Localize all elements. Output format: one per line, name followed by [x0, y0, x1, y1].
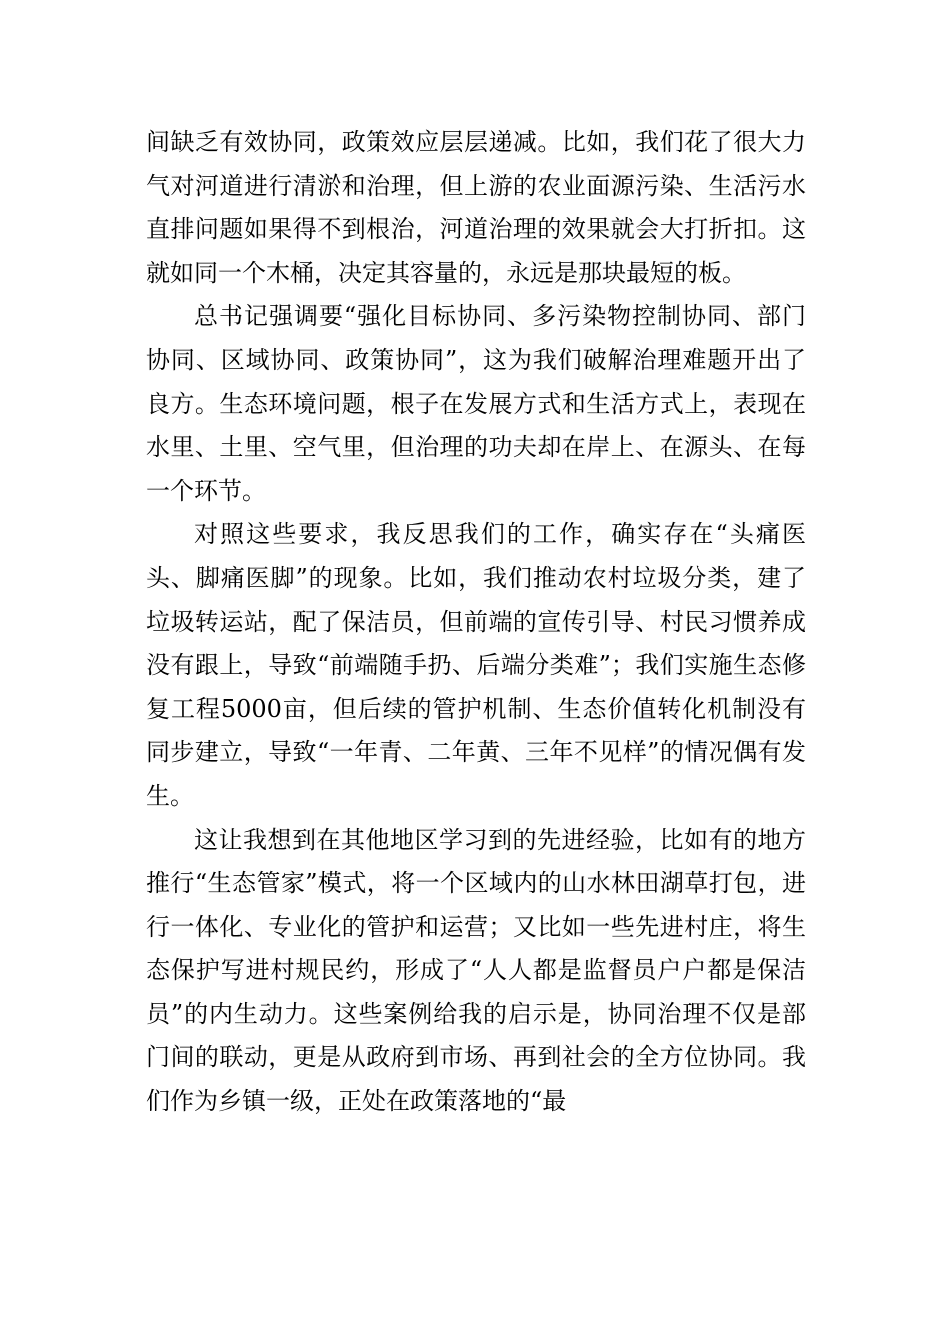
- paragraph-continued: 间缺乏有效协同，政策效应层层递减。比如，我们花了很大力气对河道进行清淤和治理，但上游的农业面源污染、生活污水直排问题如果得不到根治，河道治理的效果就会大打折扣。这就如同一个木桶，决定其容量的，永远是那块最短的板。: [146, 128, 806, 287]
- paragraph-advanced-experience: 这让我想到在其他地区学习到的先进经验，比如有的地方推行“生态管家”模式，将一个区域内的山水林田湖草打包，进行一体化、专业化的管护和运营；又比如一些先进村庄，将生态保护写进村规民约，形成了“人人都是监督员户户都是保洁员”的内生动力。这些案例给我的启示是，协同治理不仅是部门间的联动，更是从政府到市场、再到社会的全方位协同。我们作为乡镇一级，正处在政策落地的“最: [146, 825, 806, 1116]
- document-body: [146, 121, 806, 1124]
- paragraph-coordination-requirements: 总书记强调要“强化目标协同、多污染物控制协同、部门协同、区域协同、政策协同”，这为我们破解治理难题开出了良方。生态环境问题，根子在发展方式和生活方式上，表现在水里、土里、空气里，但治理的功夫却在岸上、在源头、在每一个环节。: [146, 302, 806, 505]
- paragraph-self-reflection: 对照这些要求，我反思我们的工作，确实存在“头痛医头、脚痛医脚”的现象。比如，我们推动农村垃圾分类，建了垃圾转运站，配了保洁员，但前端的宣传引导、村民习惯养成没有跟上，导致“前端随手扔、后端分类难”；我们实施生态修复工程5000亩，但后续的管护机制、生态价值转化机制没有同步建立，导致“一年青、二年黄、三年不见样”的情况偶有发生。: [146, 520, 806, 810]
